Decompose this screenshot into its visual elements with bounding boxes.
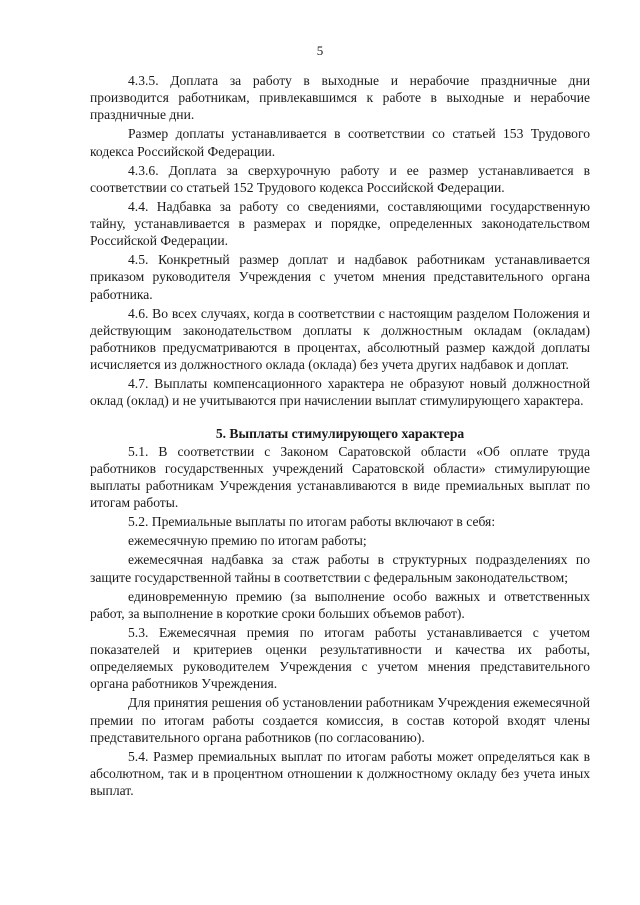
- paragraph-4-3-6: 4.3.6. Доплата за сверхурочную работу и ее размер устанавливается в соответствии со статьей 152 Трудового кодекса Российской Федерации.: [90, 162, 590, 195]
- list-item-seniority-allowance: ежемесячная надбавка за стаж работы в структурных подразделениях по защите государственной тайны в соответствии с федеральным законодательством;: [90, 552, 590, 585]
- paragraph-4-3-5-size: Размер доплаты устанавливается в соответствии со статьей 153 Трудового кодекса Российской Федерации.: [90, 126, 590, 159]
- paragraph-5-2: 5.2. Премиальные выплаты по итогам работы включают в себя:: [128, 514, 496, 530]
- paragraph-4-3-5: 4.3.5. Доплата за работу в выходные и нерабочие праздничные дни производится работникам, привлекавшимся к работе в выходные и нерабочие праздничные дни.: [90, 73, 590, 123]
- paragraph-4-5: 4.5. Конкретный размер доплат и надбавок работникам устанавливается приказом руководителя Учреждения с учетом мнения представительного органа работника.: [90, 252, 590, 302]
- list-item-one-time-bonus: единовременную премию (за выполнение особо важных и ответственных работ, за выполнение в короткие сроки больших объемов работ).: [90, 588, 590, 621]
- section-heading: 5. Выплаты стимулирующего характера: [215, 425, 465, 441]
- paragraph-5-1: 5.1. В соответствии с Законом Саратовской области «Об оплате труда работников государственных учреждений Саратовской области» стимулирующие выплаты работникам Учреждения устанавливаются в виде премиальных выплат по итогам работы.: [90, 443, 590, 511]
- paragraph-5-3: 5.3. Ежемесячная премия по итогам работы устанавливается с учетом показателей и критериев оценки результативности и качества их работы, определяемых руководителем Учреждения с учетом мнения представительного органа работников Учреждения.: [90, 624, 590, 692]
- page-number: 5: [316, 43, 324, 58]
- list-item-monthly-bonus: ежемесячную премию по итогам работы;: [128, 533, 367, 549]
- paragraph-5-4: 5.4. Размер премиальных выплат по итогам работы может определяться как в абсолютном, так и в процентном отношении к должностному окладу без учета иных выплат.: [90, 748, 590, 799]
- paragraph-5-3-commission: Для принятия решения об установлении работникам Учреждения ежемесячной премии по итогам работы создается комиссия, в состав которой входят члены представительного органа работников (по согласованию).: [90, 695, 590, 745]
- paragraph-4-6: 4.6. Во всех случаях, когда в соответствии с настоящим разделом Положения и действующим законодательством доплаты к должностным окладам (окладам) работников предусматриваются в процентах, абсолютный размер каждой доплаты исчисляется из должностного оклада (оклада) без учета других надбавок и доплат.: [90, 305, 590, 373]
- paragraph-4-7: 4.7. Выплаты компенсационного характера не образуют новый должностной оклад (оклад) и не учитываются при начислении выплат стимулирующего характера.: [90, 376, 590, 409]
- document-body: [90, 72, 590, 801]
- paragraph-4-4: 4.4. Надбавка за работу со сведениями, составляющими государственную тайну, устанавливается в размерах и порядке, определенных законодательством Российской Федерации.: [90, 198, 590, 249]
